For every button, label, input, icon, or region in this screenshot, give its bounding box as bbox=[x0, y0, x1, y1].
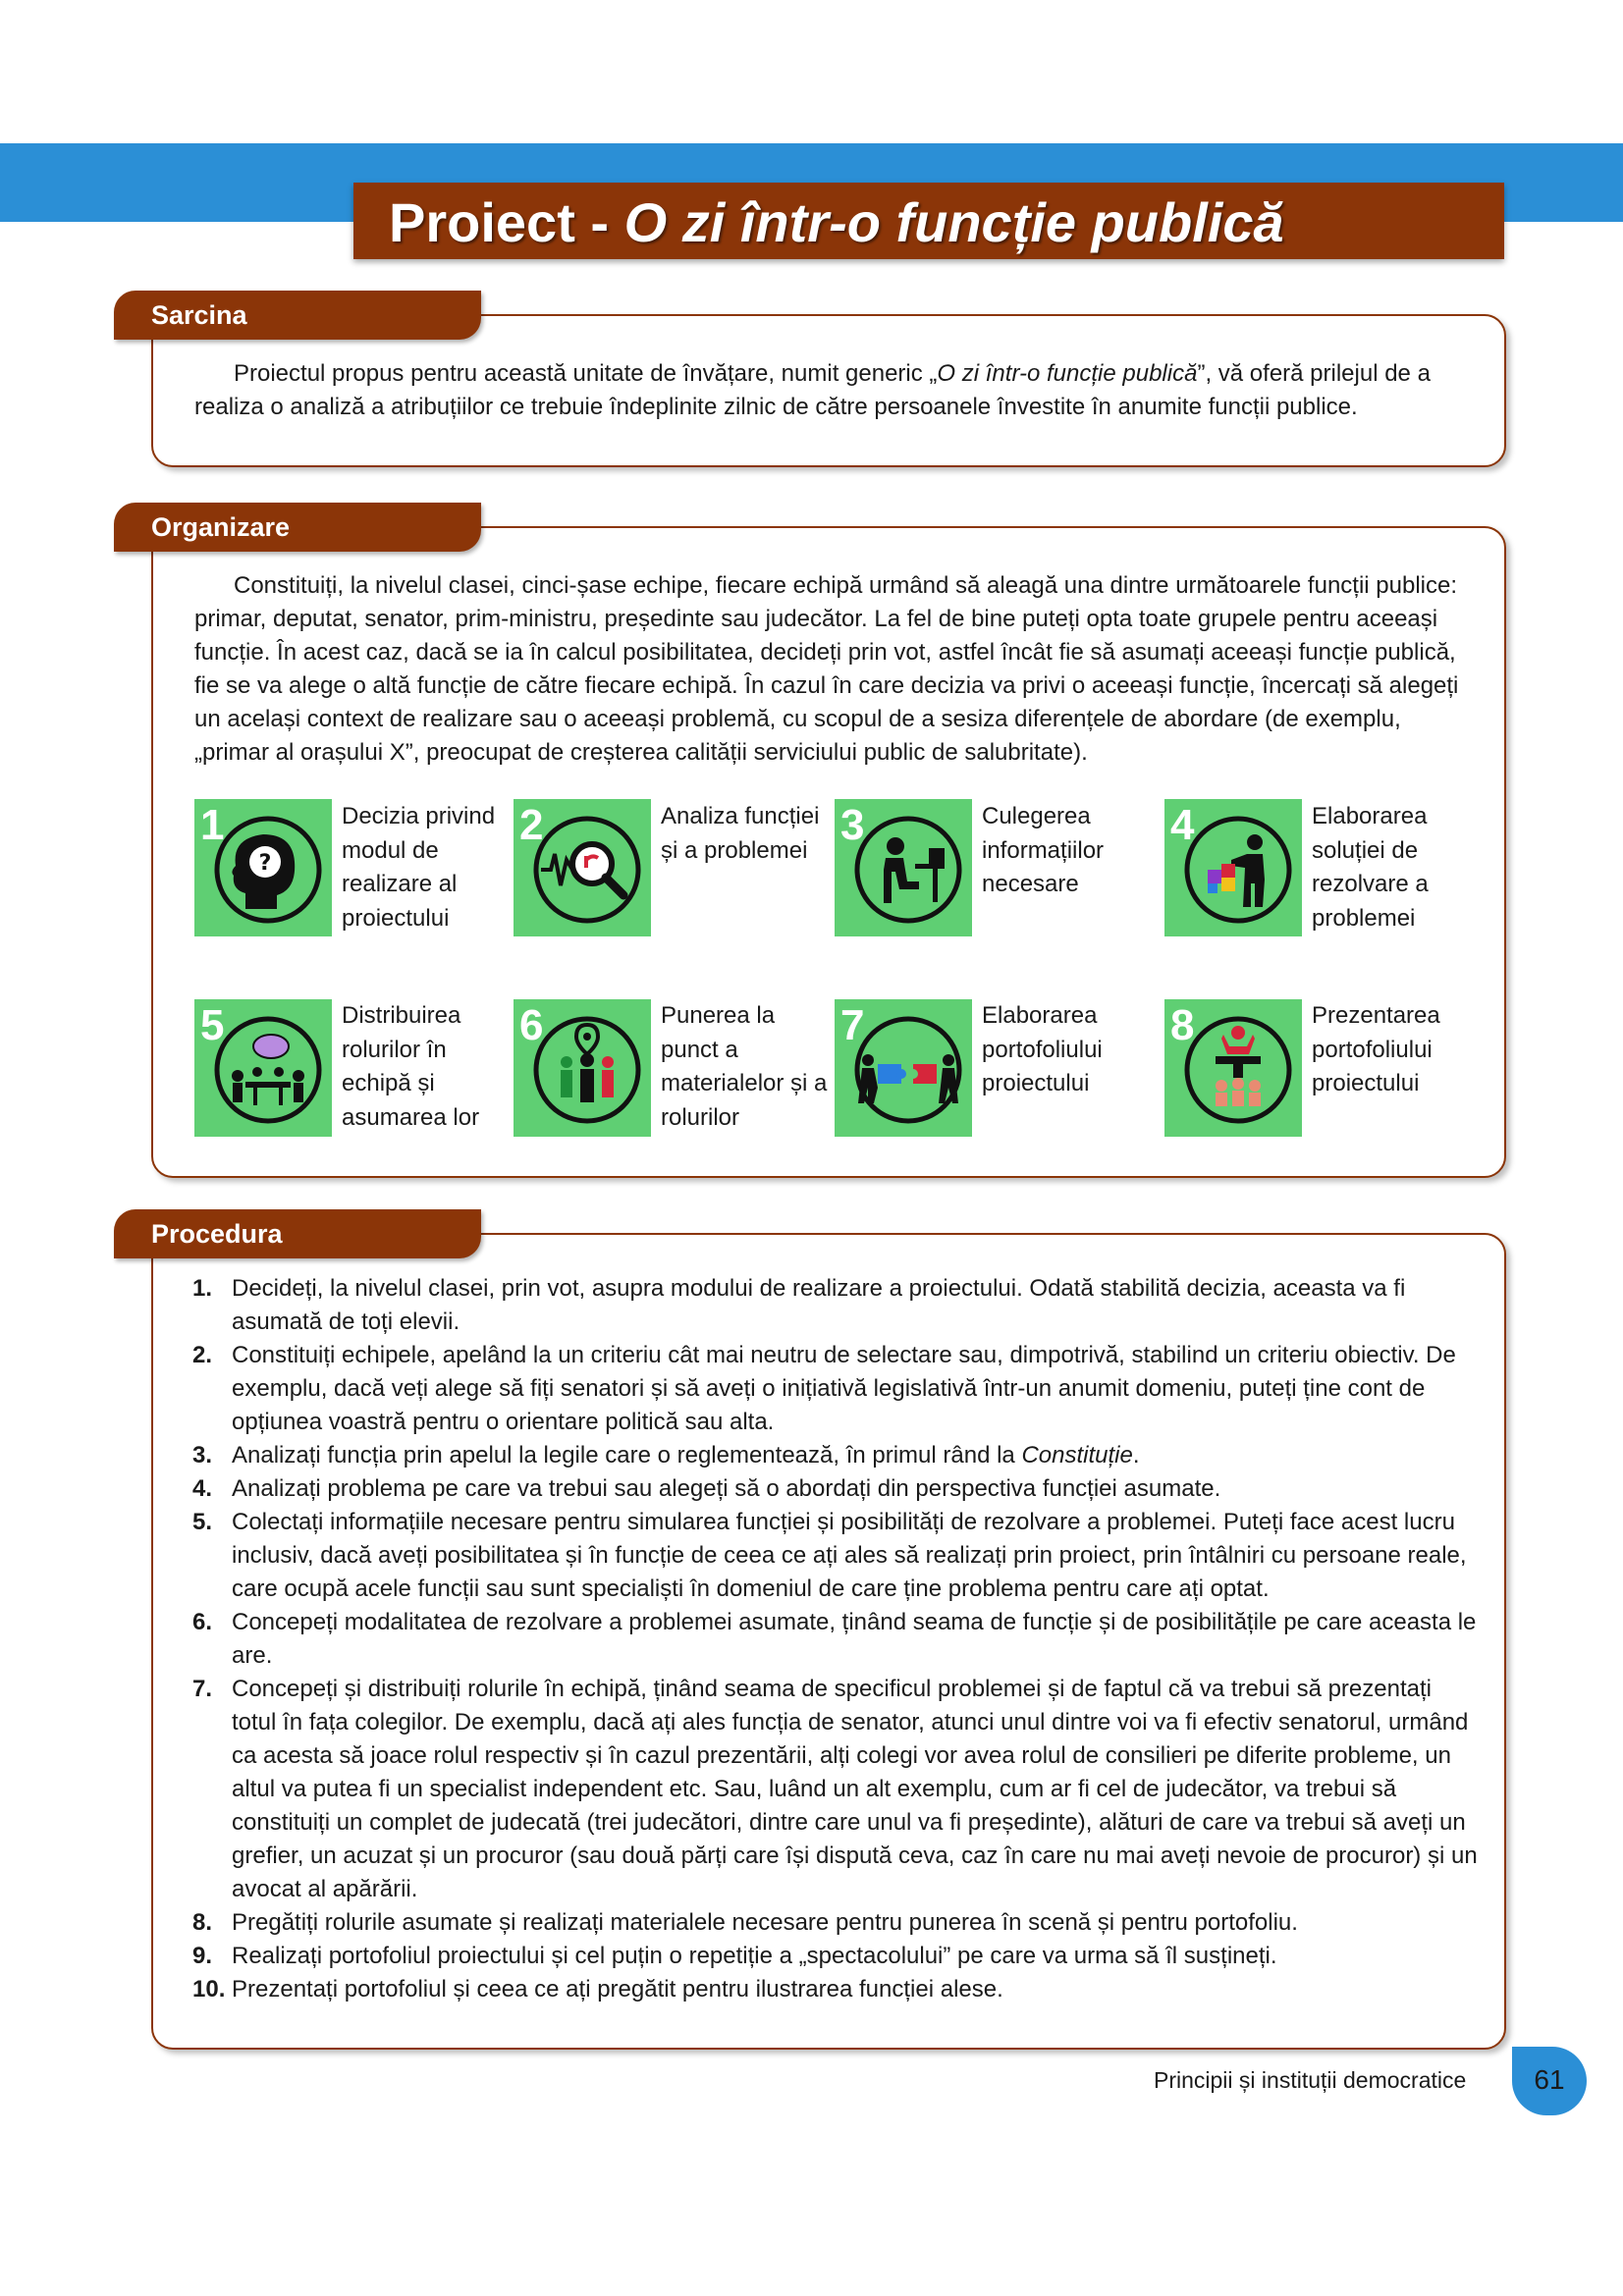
step-8-tile bbox=[1164, 999, 1302, 1137]
list-item: 9. Realizați portofoliul proiectului și cel puțin o repetiție a „spectacolului” pe care va urma să îl susțineți. bbox=[192, 1943, 1277, 1969]
procedura-tab: Procedura bbox=[114, 1209, 481, 1258]
step-number: 1 bbox=[200, 801, 225, 849]
step-4-label: Elaborarea soluției de rezolvare a problemei bbox=[1312, 803, 1429, 932]
step-1-tile bbox=[194, 799, 332, 936]
step-2-label: Analiza funcției și a problemei bbox=[661, 803, 820, 864]
list-item: 2. Constituiți echipele, apelând la un criteriu cât mai neutru de selectare sau, dimpotrivă, stabilind un criteriu obiectiv. De exemplu, dacă veți alege să fiți senatori și să aveți o inițiativă legislativă într-un anumit domeniu, puteți ține cont de opțiunea voastră pentru o orientare politică sau alta. bbox=[192, 1342, 1456, 1435]
list-item: 5. Colectați informațiile necesare pentru simularea funcției și posibilități de rezolvare a problemei. Puteți face acest lucru inclusiv, dacă aveți posibilitatea și în funcție de ceea ce ați ales să realizați prin proiect, prin întâlniri cu persoane reale, care ocupă acele funcții sau sunt specialiști în domeniul de care ține problema pentru care ați optat. bbox=[192, 1509, 1467, 1602]
step-7-tile bbox=[835, 999, 972, 1137]
list-item: 3. Analizați funcția prin apelul la legile care o reglementează, în primul rând la Constituție. bbox=[192, 1442, 1140, 1468]
procedura-list bbox=[192, 1272, 1479, 2006]
list-item: 10. Prezentați portofoliul și ceea ce ați pregătit pentru ilustrarea funcției alese. bbox=[192, 1976, 1003, 2002]
list-item: 1. Decideți, la nivelul clasei, prin vot, asupra modului de realizare a proiectului. Odată stabilită decizia, aceasta va fi asumată de toți elevii. bbox=[192, 1275, 1406, 1335]
list-item: 7. Concepeți și distribuiți rolurile în echipă, ținând seama de specificul problemei și de faptul că va trebui să prezentați totul în fața colegilor. De exemplu, dacă ați ales funcția de senator, atunci unul dintre voi va fi efectiv senatorul, urmând ca acesta să joace rolul respectiv și în cazul prezentării, alți colegi vor avea rolul de consilieri pe diferite probleme, un altul va putea fi un specialist independent etc. Sau, luând un alt exemplu, cum ar fi cel de judecător, va trebui să constituiți un complet de judecată (trei judecători, dintre care unul va fi președinte), alături de care va trebui să aveți un grefier, un acuzat și un procuror (sau două părți care își dispută ceva, caz în care nu mai aveți nevoie de procuror) și un avocat al apărării. bbox=[192, 1676, 1478, 1902]
step-number: 6 bbox=[519, 1001, 544, 1049]
step-5-tile bbox=[194, 999, 332, 1137]
page-number-badge bbox=[1512, 2047, 1587, 2115]
step-2-tile bbox=[514, 799, 651, 936]
organizare-tab: Organizare bbox=[114, 503, 481, 552]
svg-text:?: ? bbox=[258, 851, 272, 876]
list-item: 4. Analizați problema pe care va trebui sau alegeți să o abordați din perspectiva funcției asumate. bbox=[192, 1475, 1221, 1502]
step-3-label: Culegerea informațiilor necesare bbox=[982, 803, 1105, 897]
step-number: 3 bbox=[840, 801, 865, 849]
page-title-banner bbox=[353, 183, 1504, 259]
footer-section-title: Principii și instituții democratice bbox=[1154, 2067, 1467, 2093]
step-5-label: Distribuirea rolurilor în echipă și asumarea lor bbox=[342, 1002, 480, 1131]
step-number: 8 bbox=[1170, 1001, 1195, 1049]
organizare-text: Constituiți, la nivelul clasei, cinci-șase echipe, fiecare echipă urmând să aleagă una dintre următoarele funcții publice: primar, deputat, senator, prim-ministru, președinte sau judecător. La fel de bine puteți opta toate grupele pentru aceeași funcție. În acest caz, dacă se ia în calcul posibilitatea, decideți prin vot, astfel încât fie să asumați aceeași funcție publică, fie se va alege o altă funcție de către fiecare echipă. În cazul în care decizia va privi o aceeași funcție, încercați să alegeți un același context de realizare sau o aceeași problemă, cu scopul de a sesiza diferențele de abordare (de exemplu, „primar al orașului X”, preocupat de creșterea calității serviciului public de salubritate). bbox=[194, 572, 1459, 766]
step-7-label: Elaborarea portofoliului proiectului bbox=[982, 1002, 1103, 1096]
step-1-label: Decizia privind modul de realizare al proiectului bbox=[342, 803, 496, 932]
sarcina-text: Proiectul propus pentru această unitate de învățare, numit generic „O zi într-o funcție publică”, vă oferă prilejul de a realiza o analiză a atribuțiilor ce trebuie îndeplinite zilnic de către persoanele învestite în anumite funcții publice. bbox=[194, 360, 1431, 420]
step-6-tile bbox=[514, 999, 651, 1137]
list-item: 6. Concepeți modalitatea de rezolvare a problemei asumate, ținând seama de funcție și de posibilitățile pe care aceasta le are. bbox=[192, 1609, 1477, 1669]
step-3-tile bbox=[835, 799, 972, 936]
page-number: 61 bbox=[1534, 2064, 1565, 2095]
step-6-label: Punerea la punct a materialelor și a rolurilor bbox=[661, 1002, 828, 1131]
step-4-tile bbox=[1164, 799, 1302, 936]
step-number: 4 bbox=[1170, 801, 1195, 849]
step-number: 5 bbox=[200, 1001, 225, 1049]
sarcina-tab: Sarcina bbox=[114, 291, 481, 340]
page-title: Proiect - O zi într-o funcție publică bbox=[389, 191, 1284, 253]
step-8-label: Prezentarea portofoliului proiectului bbox=[1312, 1002, 1440, 1096]
step-number: 2 bbox=[519, 801, 544, 849]
list-item: 8. Pregătiți rolurile asumate și realizați materialele necesare pentru punerea în scenă și pentru portofoliu. bbox=[192, 1909, 1298, 1936]
step-number: 7 bbox=[840, 1001, 865, 1049]
